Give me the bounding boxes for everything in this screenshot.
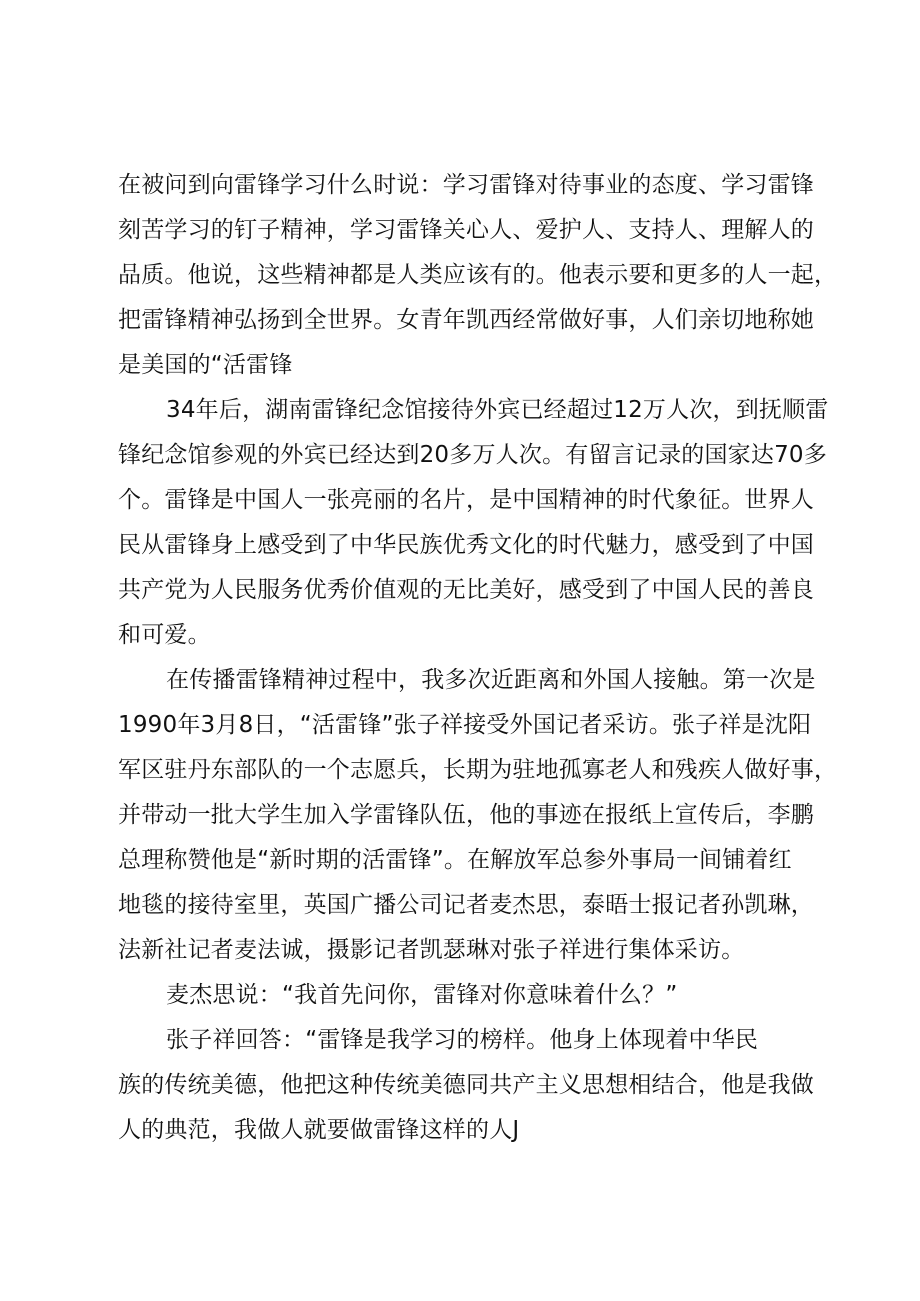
text-line: 族的传统美德，他把这种传统美德同共产主义思想相结合，他是我做 xyxy=(118,1072,814,1098)
text-line: 锋纪念馆参观的外宾已经达到20多万人次。有留言记录的国家达70多 xyxy=(118,442,827,468)
text-line: 并带动一批大学生加入学雷锋队伍，他的事迹在报纸上宣传后，李鹏 xyxy=(118,802,814,828)
text-line: 个。雷锋是中国人一张亮丽的名片，是中国精神的时代象征。世界人 xyxy=(118,487,814,513)
text-line: 法新社记者麦法诚，摄影记者凯瑟琳对张子祥进行集体采访。 xyxy=(118,937,745,963)
text-line: 麦杰思说：“我首先问你，雷锋对你意味着什么？” xyxy=(166,982,678,1008)
text-line: 和可爱。 xyxy=(118,622,211,648)
text-line: 是美国的“活雷锋 xyxy=(118,352,293,378)
text-line: 刻苦学习的钉子精神，学习雷锋关心人、爱护人、支持人、理解人的 xyxy=(118,217,814,243)
text-line: 张子祥回答：“雷锋是我学习的榜样。他身上体现着中华民 xyxy=(166,1027,759,1053)
text-line: 34年后，湖南雷锋纪念馆接待外宾已经超过12万人次，到抚顺雷 xyxy=(166,397,829,423)
text-line: 军区驻丹东部队的一个志愿兵，长期为驻地孤寡老人和残疾人做好事， xyxy=(118,757,838,783)
text-line: 把雷锋精神弘扬到全世界。女青年凯西经常做好事，人们亲切地称她 xyxy=(118,307,814,333)
text-line: 在传播雷锋精神过程中，我多次近距离和外国人接触。第一次是 xyxy=(166,667,816,693)
text-line: 总理称赞他是“新时期的活雷锋”。在解放军总参外事局一间铺着红 xyxy=(118,847,792,873)
text-line: 共产党为人民服务优秀价值观的无比美好，感受到了中国人民的善良 xyxy=(118,577,814,603)
text-line: 在被问到向雷锋学习什么时说：学习雷锋对待事业的态度、学习雷锋 xyxy=(118,172,814,198)
text-line: 民从雷锋身上感受到了中华民族优秀文化的时代魅力，感受到了中国 xyxy=(118,532,814,558)
text-line: 1990年3月8日，“活雷锋”张子祥接受外国记者采访。张子祥是沈阳 xyxy=(118,712,812,738)
text-line: 地毯的接待室里，英国广播公司记者麦杰思，泰晤士报记者孙凯琳， xyxy=(118,892,814,918)
text-line: 人的典范，我做人就要做雷锋这样的人J xyxy=(118,1117,520,1143)
text-line: 品质。他说，这些精神都是人类应该有的。他表示要和更多的人一起， xyxy=(118,262,838,288)
